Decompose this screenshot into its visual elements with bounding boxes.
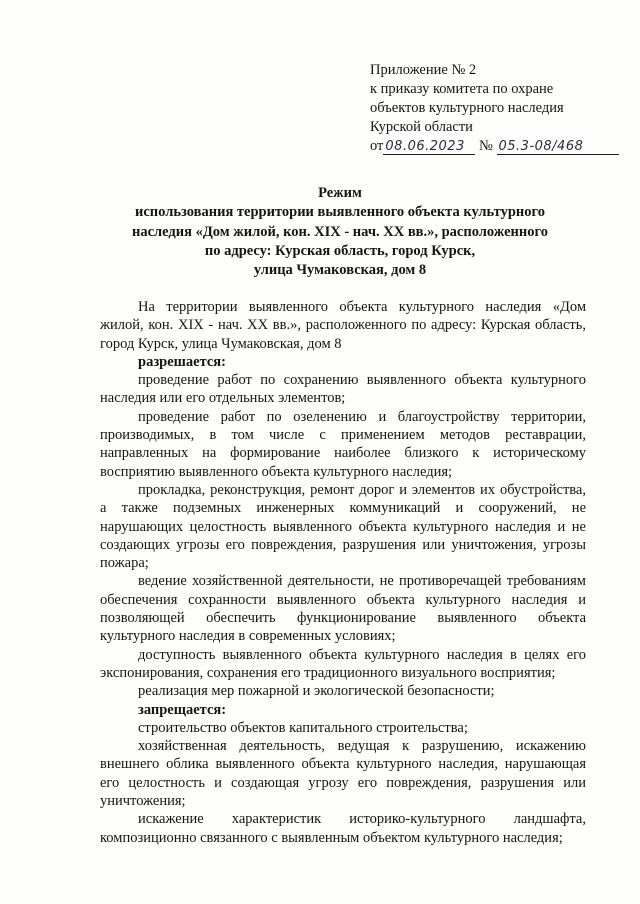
appendix-header (370, 61, 610, 157)
permitted-heading: разрешается: (138, 353, 226, 370)
handwritten-number: 05.3-08/468 (497, 139, 619, 155)
title-line-2: использования территории выявленного объекта культурного (135, 204, 545, 221)
title-line-1: Режим (318, 185, 362, 201)
prohibited-item: искажение характеристик историко-культурного ландшафта, композиционно связанного с выявленным объектом культурного наследия; (100, 811, 586, 846)
from-label: от (370, 138, 384, 154)
handwritten-date: 08.06.2023 (383, 139, 475, 155)
permitted-item: ведение хозяйственной деятельности, не противоречащей требованиям обеспечения сохранности выявленного объекта культурного наследия и позволяющей обеспечить функционирование выявленного объекта культурного наследия в современных условиях; (100, 573, 586, 645)
title-line-3: наследия «Дом жилой, кон. XIX - нач. XX вв.», расположенного (131, 223, 548, 240)
appendix-region: Курской области (370, 119, 473, 135)
permitted-item: проведение работ по сохранению выявленного объекта культурного наследия или его отдельных элементов; (100, 372, 586, 407)
document-title (100, 184, 580, 280)
prohibited-heading: запрещается: (138, 701, 227, 718)
appendix-committee: объектов культурного наследия (370, 100, 564, 116)
title-line-5: улица Чумаковская, дом 8 (253, 262, 427, 279)
prohibited-item: строительство объектов капитального строительства; (138, 719, 468, 736)
appendix-number: Приложение № 2 (370, 62, 477, 78)
number-label: № (479, 138, 493, 154)
permitted-item: реализация мер пожарной и экологической безопасности; (138, 683, 495, 700)
prohibited-item: хозяйственная деятельность, ведущая к разрушению, искажению внешнего облика выявленного объекта культурного наследия, нарушающая его целостность и создающая угрозу его повреждения, разрушения или уничтожения; (100, 738, 586, 810)
permitted-item: проведение работ по озеленению и благоустройству территории, производимых, в том числе с применением методов реставрации, направленных на формирование наиболее близкого к историческому восприятию выявленного объекта культурного наследия; (100, 408, 586, 480)
title-line-4: по адресу: Курская область, город Курск, (204, 242, 476, 259)
appendix-order-ref: к приказу комитета по охране (370, 81, 554, 97)
document-body (100, 298, 586, 847)
permitted-item: доступность выявленного объекта культурного наследия в целях его экспонирования, сохранения его традиционного визуального восприятия; (100, 646, 586, 681)
order-date-number-line (370, 137, 610, 157)
permitted-item: прокладка, реконструкция, ремонт дорог и элементов их обустройства, а также подземных инженерных коммуникаций и сооружений, не нарушающих целостность выявленного объекта культурного наследия и не создающих угрозы его повреждения, разрушения или уничтожения, угрозы пожара; (100, 481, 586, 572)
intro-paragraph: На территории выявленного объекта культурного наследия «Дом жилой, кон. XIX - нач. XX вв.», расположенного по адресу: Курская область, город Курск, улица Чумаковская, дом 8 (100, 299, 586, 352)
